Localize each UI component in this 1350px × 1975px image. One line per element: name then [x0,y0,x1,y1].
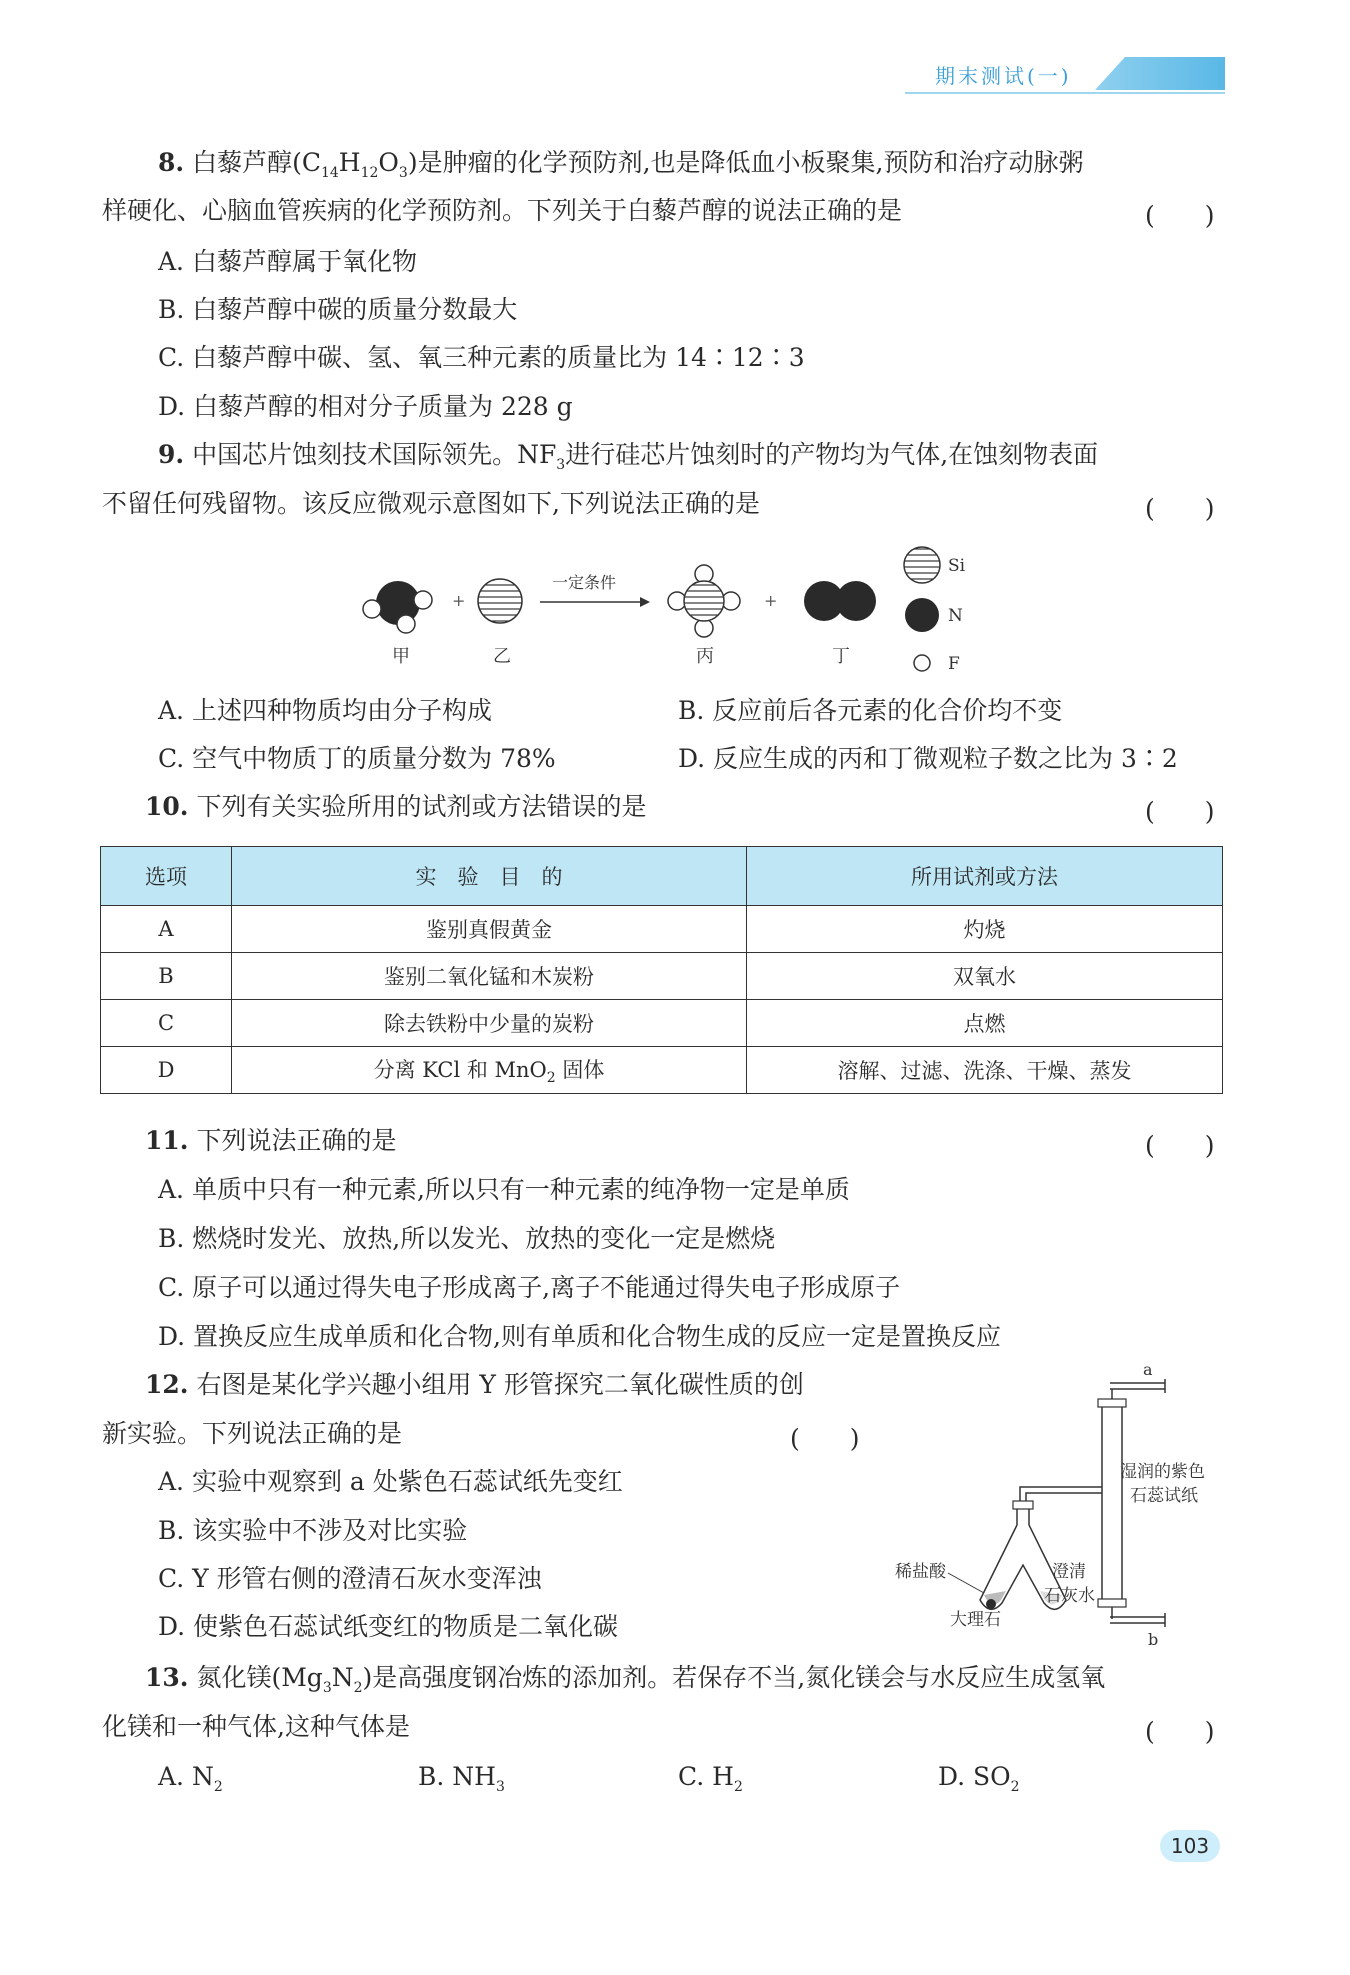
table-row [101,1000,1223,1047]
q8-option-d: D. 白藜芦醇的相对分子质量为 228 g [158,392,573,421]
q13-option-a [158,1762,223,1802]
q8-text-o: O [378,148,399,177]
q13-sub-n: 2 [353,1680,363,1696]
q12-stem-line2: 新实验。下列说法正确的是 [102,1419,403,1448]
q13-text-rest: )是高强度钢冶炼的添加剂。若保存不当,氮化镁会与水反应生成氢氧 [362,1663,1106,1692]
cell-method: 溶解、过滤、洗涤、干燥、蒸发 [747,1047,1223,1094]
q13-d-text: D. SO [938,1762,1011,1791]
q9-option-c: C. 空气中物质丁的质量分数为 78% [158,744,556,773]
cell-option: D [101,1047,232,1094]
q9-stem-line1 [158,440,1098,480]
header-method: 所用试剂或方法 [747,847,1223,906]
q11-text: 下列说法正确的是 [196,1126,397,1155]
q11-number: 11. [145,1126,189,1155]
cell-purpose: 鉴别真假黄金 [232,906,747,953]
q10-table [100,846,1223,1094]
y-tube-apparatus [880,1355,1240,1645]
cell-option: C [101,1000,232,1047]
q13-stem-line1 [145,1663,1105,1703]
legend-n-symbol [905,598,939,632]
q9-answer-paren: ( ) [1145,494,1215,523]
q11-option-b: B. 燃烧时发光、放热,所以发光、放热的变化一定是燃烧 [158,1224,776,1253]
header-band [1095,57,1225,90]
label-jia: 甲 [392,646,410,667]
paper-label-1: 湿润的紫色 [1120,1462,1205,1482]
table-header-row [101,847,1223,906]
q13-d-sub: 2 [1010,1779,1020,1795]
plus-sign-1: + [452,591,466,610]
q13-c-sub: 2 [733,1779,743,1795]
table-row [101,906,1223,953]
q12-option-b: B. 该实验中不涉及对比实验 [158,1516,468,1545]
q10-number: 10. [145,792,189,821]
q13-option-b [418,1762,505,1802]
q12-option-d: D. 使紫色石蕊试纸变红的物质是二氧化碳 [158,1612,619,1641]
cell-purpose: 鉴别二氧化锰和木炭粉 [232,953,747,1000]
q8-sub-c: 14 [320,165,339,181]
q13-text: 氮化镁(Mg [196,1663,323,1692]
header-option: 选项 [101,847,232,906]
acid-label: 稀盐酸 [895,1562,946,1582]
q12-text: 右图是某化学兴趣小组用 Y 形管探究二氧化碳性质的创 [196,1370,804,1399]
q13-b-text: B. NH [418,1762,496,1791]
q13-a-sub: 2 [213,1779,223,1795]
cell-option: A [101,906,232,953]
q8-text: 白藜芦醇(C [192,148,321,177]
q13-b-sub: 3 [495,1779,505,1795]
header-purpose: 实 验 目 的 [232,847,747,906]
q8-answer-paren: ( ) [1145,201,1215,230]
header-title: 期末测试(一) [935,64,1072,88]
cell-method: 双氧水 [747,953,1223,1000]
q9-option-d: D. 反应生成的丙和丁微观粒子数之比为 3∶2 [678,744,1178,773]
label-bing: 丙 [696,646,714,667]
plus-sign-2: + [764,591,778,610]
cell-method: 点燃 [747,1000,1223,1047]
q11-answer-paren: ( ) [1145,1131,1215,1160]
label-a: a [1143,1360,1153,1379]
q8-text-h: H [338,148,361,177]
cell-purpose-sub: 2 [546,1070,556,1087]
q13-option-c [678,1762,743,1802]
q9-number: 9. [158,440,185,469]
cell-method: 灼烧 [747,906,1223,953]
reaction-condition: 一定条件 [552,573,617,592]
q9-stem-line2: 不留任何残留物。该反应微观示意图如下,下列说法正确的是 [102,489,760,518]
q11-stem [145,1126,396,1156]
q8-text-rest: )是肿瘤的化学预防剂,也是降低血小板聚集,预防和治疗动脉粥 [407,148,1084,177]
cell-purpose-text-end: 固体 [555,1057,605,1082]
reaction-micro-diagram [340,540,1000,690]
cell-purpose: 除去铁粉中少量的炭粉 [232,1000,747,1047]
cell-purpose-text: 分离 KCl 和 MnO [373,1057,547,1082]
q12-number: 12. [145,1370,189,1399]
legend-si: Si [948,556,966,576]
q13-answer-paren: ( ) [1145,1717,1215,1746]
q8-sub-o: 3 [398,165,408,181]
table-row [101,953,1223,1000]
q10-answer-paren: ( ) [1145,797,1215,826]
q13-sub-mg: 3 [322,1680,332,1696]
q8-number: 8. [158,148,185,177]
molecule-bing [668,565,740,637]
q13-a-text: A. N [158,1762,214,1791]
cell-option: B [101,953,232,1000]
marble-label: 大理石 [950,1610,1001,1630]
q8-option-c: C. 白藜芦醇中碳、氢、氧三种元素的质量比为 14∶12∶3 [158,343,805,372]
q12-option-c: C. Y 形管右侧的澄清石灰水变浑浊 [158,1564,542,1593]
legend-f: F [948,654,960,674]
legend-f-symbol [914,655,930,671]
q13-number: 13. [145,1663,189,1692]
label-b: b [1148,1630,1159,1645]
q10-stem [145,792,646,822]
q13-option-d [938,1762,1020,1802]
q12-stem-line1 [145,1370,804,1400]
q12-option-a: A. 实验中观察到 a 处紫色石蕊试纸先变红 [158,1467,623,1496]
q8-stem-line1 [158,148,1084,188]
paper-label-2: 石蕊试纸 [1130,1486,1198,1506]
label-ding: 丁 [832,646,850,667]
q9-option-b: B. 反应前后各元素的化合价均不变 [678,696,1063,725]
q13-c-text: C. H [678,1762,734,1791]
molecule-yi [478,579,522,623]
q8-stem-line2: 样硬化、心脑血管疾病的化学预防剂。下列关于白藜芦醇的说法正确的是 [102,196,903,225]
q13-text-n: N [331,1663,354,1692]
molecule-jia [363,581,432,633]
q9-text-rest: 进行硅芯片蚀刻时的产物均为气体,在蚀刻物表面 [565,440,1099,469]
cell-purpose [232,1047,747,1094]
table-row [101,1047,1223,1094]
q13-stem-line2: 化镁和一种气体,这种气体是 [102,1712,410,1741]
q11-option-a: A. 单质中只有一种元素,所以只有一种元素的纯净物一定是单质 [158,1175,850,1204]
page-number: 103 [1160,1830,1220,1862]
legend-n: N [948,606,963,626]
label-yi: 乙 [493,646,511,667]
q12-answer-paren: ( ) [790,1424,860,1453]
q9-option-a: A. 上述四种物质均由分子构成 [158,696,492,725]
header-rule [905,92,1225,94]
q9-sub-f: 3 [556,457,566,473]
marble-piece [986,1599,996,1609]
q8-option-a: A. 白藜芦醇属于氧化物 [158,247,417,276]
q10-text: 下列有关实验所用的试剂或方法错误的是 [196,792,647,821]
lime-label-2: 石灰水 [1044,1586,1095,1606]
glass-column [1102,1403,1122,1603]
lime-label-1: 澄清 [1052,1562,1086,1582]
legend-si-symbol [904,547,940,583]
q8-option-b: B. 白藜芦醇中碳的质量分数最大 [158,295,518,324]
molecule-ding [804,581,876,621]
q11-option-d: D. 置换反应生成单质和化合物,则有单质和化合物生成的反应一定是置换反应 [158,1322,1001,1351]
q11-option-c: C. 原子可以通过得失电子形成离子,离子不能通过得失电子形成原子 [158,1273,901,1302]
q8-sub-h: 12 [360,165,379,181]
q9-text: 中国芯片蚀刻技术国际领先。NF [192,440,557,469]
